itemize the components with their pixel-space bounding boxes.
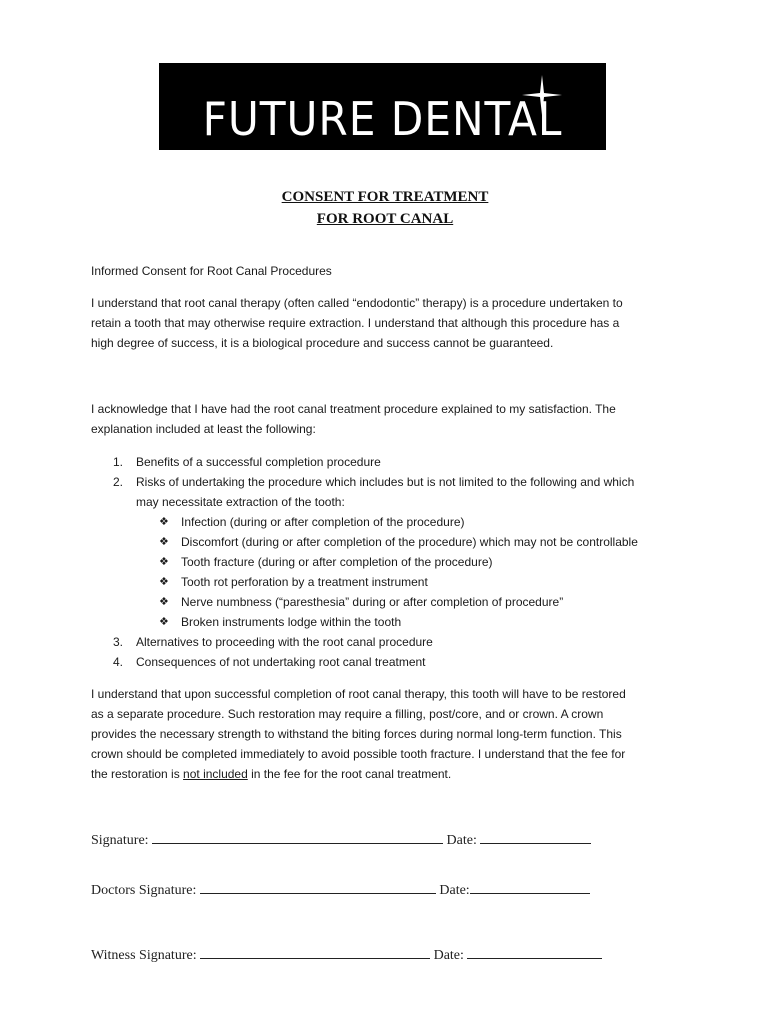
list-number: 3.: [113, 635, 124, 649]
date-line[interactable]: [470, 881, 590, 894]
witness-signature-line[interactable]: [200, 946, 430, 959]
future-dental-logo: [159, 63, 606, 150]
date-line[interactable]: [480, 831, 591, 844]
risk-bullet-item: [91, 592, 711, 612]
diamond-bullet-icon: ❖: [159, 596, 169, 608]
doctor-signature-row: [91, 881, 590, 899]
witness-signature-label: Witness Signature:: [91, 948, 197, 963]
risk-bullet-item: [91, 552, 711, 572]
risk-text: Nerve numbness (“paresthesia” during or after completion of procedure”: [181, 595, 564, 609]
document-title-line1: CONSENT FOR TREATMENT: [281, 189, 489, 205]
doctor-signature-label: Doctors Signature:: [91, 883, 197, 898]
diamond-bullet-icon: ❖: [159, 536, 169, 548]
date-label: Date:: [446, 833, 477, 848]
list-item-text: Consequences of not undertaking root canal treatment: [136, 655, 426, 669]
paragraph-line: I acknowledge that I have had the root canal treatment procedure explained to my satisfaction. The: [91, 402, 616, 416]
paragraph-line: crown should be completed immediately to avoid possible tooth fracture. I understand that the fee for: [91, 747, 626, 761]
document-title-line2: FOR ROOT CANAL: [316, 211, 454, 227]
paragraph-line: [91, 764, 691, 784]
diamond-bullet-icon: ❖: [159, 576, 169, 588]
text-segment: the restoration is: [91, 767, 184, 781]
risk-bullet-item: [91, 572, 711, 592]
date-label: Date:: [439, 883, 470, 898]
list-number: 4.: [113, 655, 124, 669]
logo-text: FUTURE DENTAL: [202, 92, 563, 146]
list-item: [91, 652, 711, 672]
list-item-text: may necessitate extraction of the tooth:: [136, 495, 345, 509]
paragraph-line: I understand that upon successful completion of root canal therapy, this tooth will have to be restored: [91, 687, 626, 701]
paragraph-line: explanation included at least the following:: [91, 422, 316, 436]
paragraph-line: as a separate procedure. Such restoration may require a filling, post/core, and or crown. A crown: [91, 707, 604, 721]
list-item: [91, 632, 711, 652]
text-segment: in the fee for the root canal treatment.: [247, 767, 452, 781]
signature-line[interactable]: [152, 831, 443, 844]
list-number: 1.: [113, 455, 124, 469]
signature-label: Signature:: [91, 833, 149, 848]
risk-text: Infection (during or after completion of the procedure): [181, 515, 465, 529]
list-item-text: Benefits of a successful completion procedure: [136, 455, 381, 469]
risk-bullet-item: [91, 612, 711, 632]
explanation-list: [91, 452, 711, 672]
paragraph-line: provides the necessary strength to withstand the biting forces during normal long-term function. This: [91, 727, 622, 741]
paragraph-line: I understand that root canal therapy (often called “endodontic” therapy) is a procedure undertaken to: [91, 296, 623, 310]
diamond-bullet-icon: ❖: [159, 556, 169, 568]
list-item-text: Risks of undertaking the procedure which includes but is not limited to the following and which: [136, 475, 635, 489]
date-label: Date:: [433, 948, 464, 963]
paragraph-line: high degree of success, it is a biological procedure and success cannot be guaranteed.: [91, 336, 554, 350]
doctor-signature-line[interactable]: [200, 881, 436, 894]
risk-text: Broken instruments lodge within the tooth: [181, 615, 402, 629]
risk-bullet-item: [91, 532, 711, 552]
risk-text: Discomfort (during or after completion of the procedure) which may not be controllable: [181, 535, 638, 549]
witness-signature-row: [91, 946, 602, 964]
not-included-emphasis: not included: [183, 767, 248, 781]
risk-text: Tooth fracture (during or after completion of the procedure): [181, 555, 493, 569]
list-item-text: Alternatives to proceeding with the root canal procedure: [136, 635, 433, 649]
list-item: [91, 472, 711, 492]
diamond-bullet-icon: ❖: [159, 616, 169, 628]
risk-bullet-item: [91, 512, 711, 532]
signature-row: [91, 831, 591, 849]
paragraph-line: retain a tooth that may otherwise require extraction. I understand that although this procedure has a: [91, 316, 620, 330]
list-number: 2.: [113, 475, 124, 489]
list-item-continuation: [91, 492, 711, 512]
subtitle: Informed Consent for Root Canal Procedures: [91, 264, 332, 278]
date-line[interactable]: [467, 946, 602, 959]
diamond-bullet-icon: ❖: [159, 516, 169, 528]
risk-text: Tooth rot perforation by a treatment instrument: [181, 575, 428, 589]
list-item: [91, 452, 711, 472]
